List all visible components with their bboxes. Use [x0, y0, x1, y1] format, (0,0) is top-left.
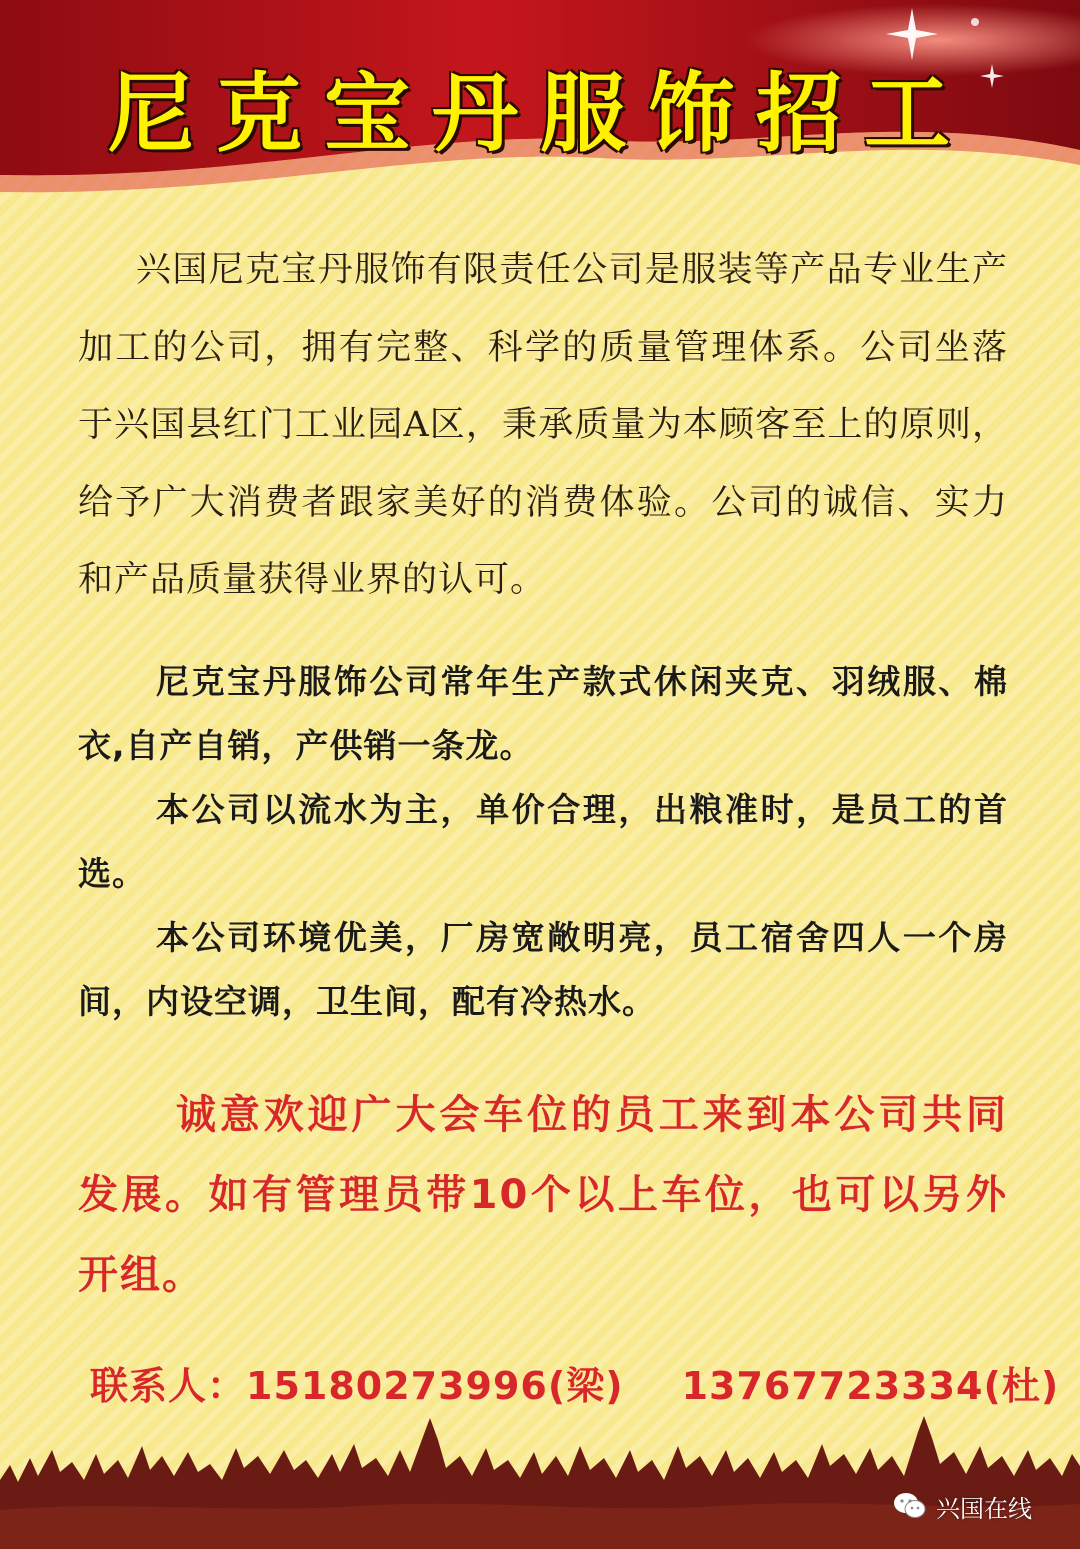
invitation-text: 诚意欢迎广大会车位的员工来到本公司共同发展。如有管理员带10个以上车位，也可以另外开组。	[78, 1092, 1008, 1298]
feature-pay: 本公司以流水为主，单价合理，出粮准时，是员工的首选。	[78, 790, 1008, 893]
poster-title: 尼克宝丹服饰招工	[108, 64, 972, 164]
company-intro: 兴国尼克宝丹服饰有限责任公司是服装等产品专业生产加工的公司，拥有完整、科学的质量管理体系。公司坐落于兴国县红门工业园A区，秉承质量为本顾客至上的原则，给予广大消费者跟家美好的消费体验。公司的诚信、实力和产品质量获得业界的认可。	[78, 250, 1008, 600]
watermark-text: 兴国在线	[936, 1494, 1032, 1523]
contact-phone-1: 15180273996(梁)	[246, 1364, 624, 1408]
crowd-silhouette	[0, 1410, 1080, 1549]
feature-environment: 本公司环境优美，厂房宽敞明亮，员工宿舍四人一个房间，内设空调，卫生间，配有冷热水。	[78, 918, 1008, 1021]
contact-line	[90, 1355, 1060, 1410]
contact-label: 联系人：	[90, 1364, 247, 1408]
wechat-icon	[892, 1491, 928, 1521]
watermark	[892, 1486, 1032, 1526]
contact-phone-2: 13767723334(杜)	[681, 1364, 1060, 1408]
company-features	[78, 650, 1008, 1034]
feature-products: 尼克宝丹服饰公司常年生产款式休闲夹克、羽绒服、棉衣,自产自销，产供销一条龙。	[78, 662, 1008, 765]
